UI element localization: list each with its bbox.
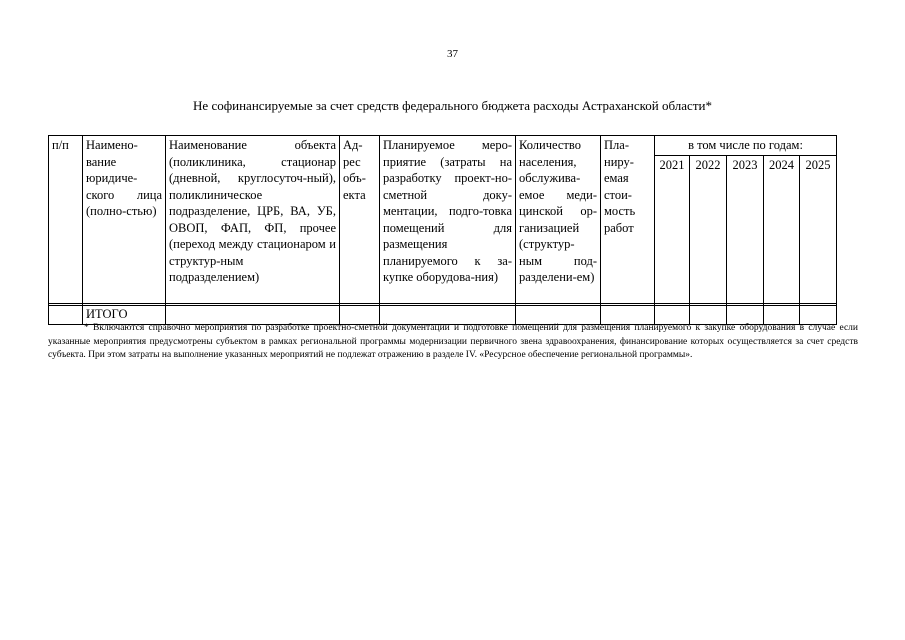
header-address: Ад-рес объ-екта xyxy=(340,136,380,304)
header-year: 2023 xyxy=(727,155,764,303)
header-activity: Планируемое меро-приятие (затраты на разработку проект-но-сметной доку-ментации, подго-товка помещений для размещения планируемого к за-купке оборудова-ния) xyxy=(380,136,516,304)
footnote-text: * Включаются справочно мероприятия по разработке проектно-сметной документации и подготовке помещений для размещения планируемого к закупке оборудования в случае если указанные мероприятия предусмотрены субъектом в рамках региональной программы модернизации первичного звена здравоохранения, финансирование которых осуществляется за счет средств субъекта. При этом затраты на выполнение указанных мероприятий не подлежат отражению в разделе IV. «Ресурсное обеспечение региональной программы». xyxy=(48,323,858,361)
header-year: 2022 xyxy=(690,155,727,303)
header-legal-entity: Наимено-вание юридиче-ского лица (полно-стью) xyxy=(83,136,166,304)
document-title: Не софинансируемые за счет средств федерального бюджета расходы Астраханской области* xyxy=(193,98,712,113)
header-year: 2024 xyxy=(764,155,800,303)
header-by-years: в том числе по годам: xyxy=(655,136,837,156)
header-year: 2021 xyxy=(655,155,690,303)
header-row-1 xyxy=(49,136,837,156)
page-number: 37 xyxy=(447,48,458,60)
total-label: ИТОГО xyxy=(83,305,166,324)
header-num: п/п xyxy=(49,136,83,304)
header-object-name: Наименование объекта (поликлиника, стационар (дневной, круглосуточ-ный), поликлиническое подразделение, ЦРБ, ВА, УБ, ОВОП, ФАП, ФП, прочее (переход между стационаром и структур-ным подразделением) xyxy=(166,136,340,304)
expenses-table xyxy=(48,135,837,325)
header-population: Количество населения, обслужива-емое меди-цинской ор-ганизацией (структур-ным под-разделени-ем) xyxy=(516,136,601,304)
footnote xyxy=(48,322,858,363)
header-year: 2025 xyxy=(800,155,837,303)
header-planned-cost: Пла-ниру-емая стои-мость работ xyxy=(601,136,655,304)
